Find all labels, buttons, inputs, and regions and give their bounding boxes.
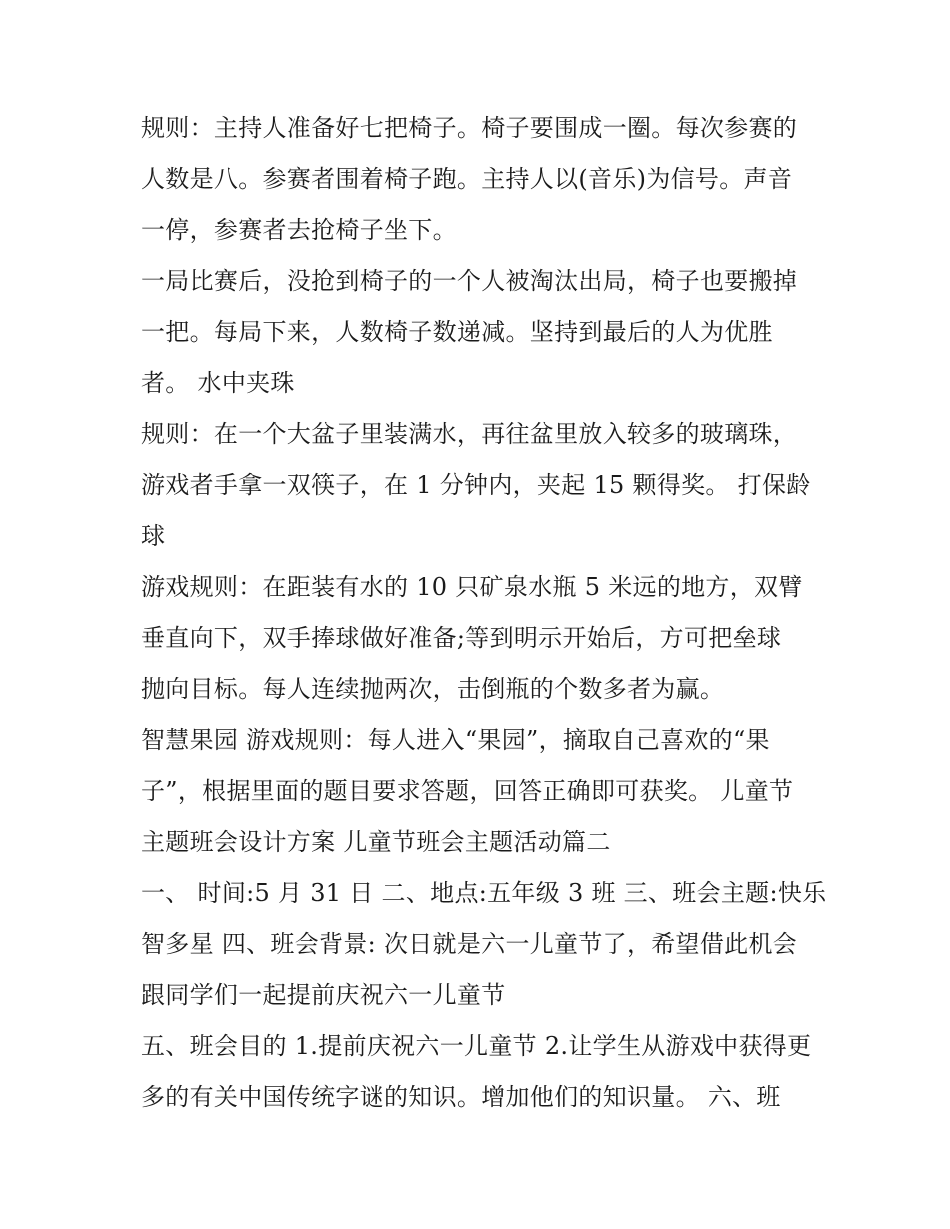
text-line: 一局比赛后，没抢到椅子的一个人被淘汰出局，椅子也要搬掉	[141, 267, 798, 295]
text-line: 智慧果园 游戏规则：每人进入“果园”，摘取自己喜欢的“果	[141, 726, 770, 754]
text-line: 子”，根据里面的题目要求答题，回答正确即可获奖。 儿童节	[141, 777, 794, 805]
text-line: 智多星 四、班会背景: 次日就是六一儿童节了，希望借此机会	[141, 930, 798, 958]
text-line: 五、班会目的 1.提前庆祝六一儿童节 2.让学生从游戏中获得更	[141, 1032, 812, 1060]
text-line: 游戏规则：在距装有水的 10 只矿泉水瓶 5 米远的地方，双臂	[141, 573, 803, 601]
text-line: 人数是八。参赛者围着椅子跑。主持人以(音乐)为信号。声音	[141, 165, 793, 193]
text-line: 一把。每局下来，人数椅子数递减。坚持到最后的人为优胜	[141, 318, 773, 346]
text-line: 者。 水中夹珠	[141, 369, 295, 397]
text-line: 游戏者手拿一双筷子，在 1 分钟内，夹起 15 颗得奖。 打保龄	[141, 471, 811, 499]
text-line: 跟同学们一起提前庆祝六一儿童节	[141, 981, 506, 1009]
text-line: 抛向目标。每人连续抛两次，击倒瓶的个数多者为赢。	[141, 675, 725, 703]
text-line: 一停，参赛者去抢椅子坐下。	[141, 216, 457, 244]
text-line: 垂直向下，双手捧球做好准备;等到明示开始后，方可把垒球	[141, 624, 782, 652]
text-line: 多的有关中国传统字谜的知识。增加他们的知识量。 六、班	[141, 1083, 781, 1111]
text-line: 规则：在一个大盆子里装满水，再往盆里放入较多的玻璃珠，	[141, 420, 798, 448]
text-line: 球	[141, 522, 166, 550]
text-line: 一、 时间:5 月 31 日 二、地点:五年级 3 班 三、班会主题:快乐	[141, 879, 827, 907]
text-line: 主题班会设计方案 儿童节班会主题活动篇二	[141, 828, 611, 856]
text-line: 规则：主持人准备好七把椅子。椅子要围成一圈。每次参赛的	[141, 114, 798, 142]
